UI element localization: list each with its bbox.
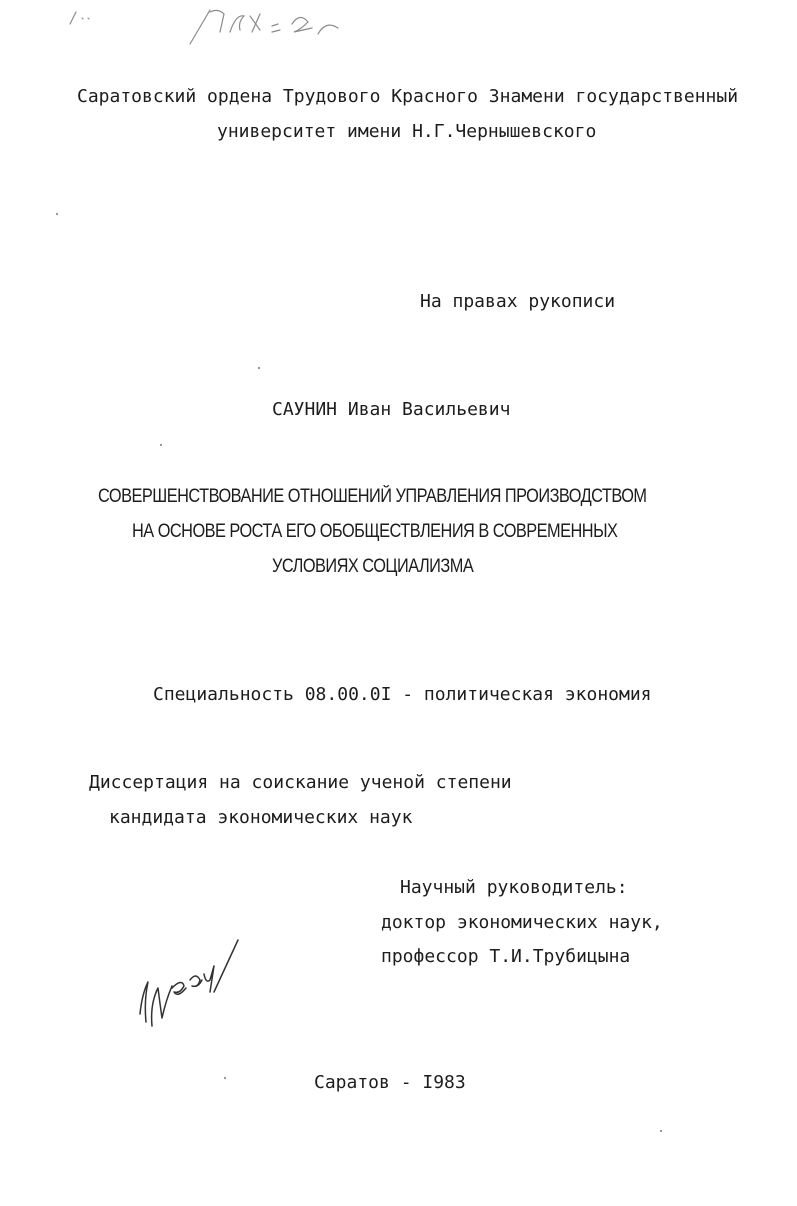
specialty: Специальность 08.00.0I - политическая экономия <box>153 684 652 705</box>
scan-speck <box>224 1077 226 1079</box>
dissertation-title-line2: НА ОСНОВЕ РОСТА ЕГО ОБОБЩЕСТВЛЕНИЯ В СОВРЕМЕННЫХ <box>132 521 618 542</box>
place-and-year: Саратов - I983 <box>314 1072 466 1093</box>
scan-speck <box>258 367 260 369</box>
scan-speck <box>160 444 162 446</box>
pencil-note-mark <box>60 4 360 48</box>
manuscript-status: На правах рукописи <box>420 291 616 312</box>
supervisor-label: Научный руководитель: <box>400 877 628 898</box>
degree-line1: Диссертация на соискание ученой степени <box>89 772 512 793</box>
scan-speck <box>660 1130 662 1132</box>
supervisor-degree: доктор экономических наук, <box>381 912 663 933</box>
degree-line2: кандидата экономических наук <box>109 807 413 828</box>
university-name-line2: университет имени Н.Г.Чернышевского <box>217 121 597 142</box>
dissertation-title-line1: СОВЕРШЕНСТВОВАНИЕ ОТНОШЕНИЙ УПРАВЛЕНИЯ ПРОИЗВОДСТВОМ <box>98 486 647 507</box>
author-name: САУНИН Иван Васильевич <box>272 399 511 420</box>
university-name-line1: Саратовский ордена Трудового Красного Знамени государственный <box>77 86 739 107</box>
dissertation-title-line3: УСЛОВИЯХ СОЦИАЛИЗМА <box>272 556 474 577</box>
supervisor-name: профессор Т.И.Трубицына <box>381 946 631 967</box>
handwritten-signature <box>134 936 244 1032</box>
scan-speck <box>56 213 58 215</box>
